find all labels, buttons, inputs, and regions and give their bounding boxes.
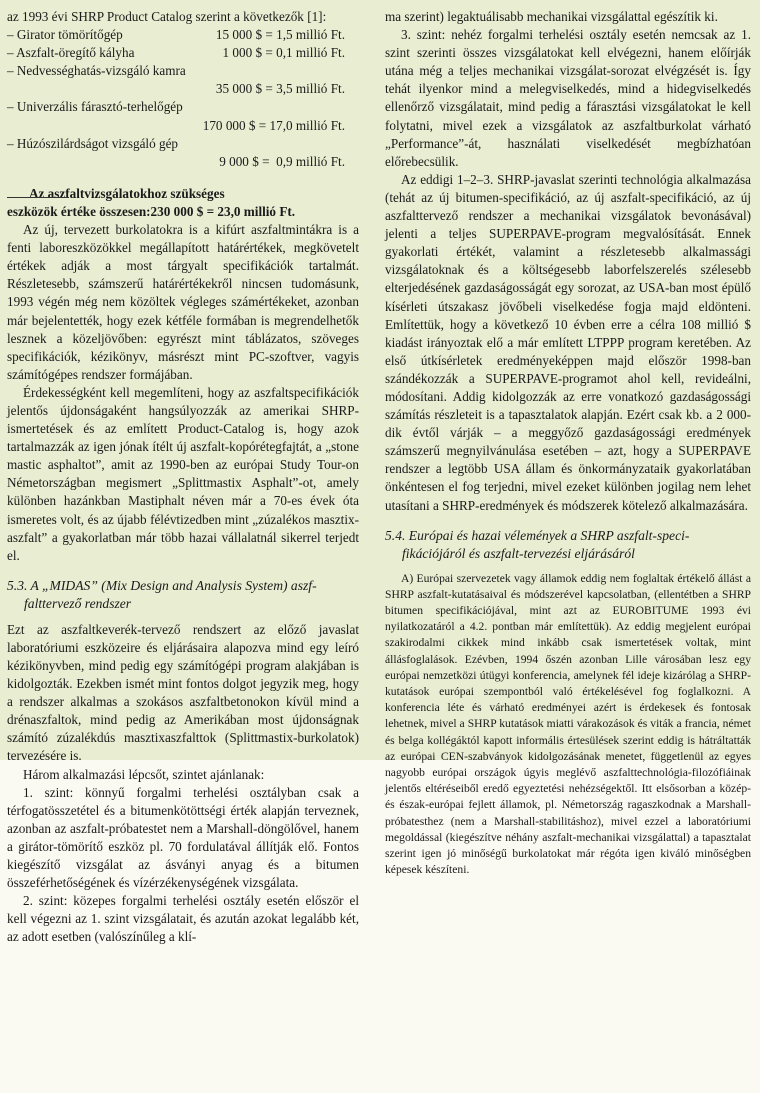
price-huf: 3,5 millió Ft. xyxy=(276,81,345,97)
price-huf: 17,0 millió Ft. xyxy=(269,117,345,133)
price-huf: 0,1 millió Ft. xyxy=(276,45,345,61)
section-heading-line: falttervező rendszer xyxy=(24,595,132,611)
price-row xyxy=(7,80,359,98)
section-heading-5-3 xyxy=(7,577,359,613)
price-row xyxy=(7,44,359,62)
total-line-2: eszközök értéke összesen:230 000 $ = 23,0 millió Ft. xyxy=(7,203,296,219)
paragraph: 3. szint: nehéz forgalmi terhelési osztály esetén nemcsak az 1. szint szerinti összes vizsgálatokat kell elvégezni, hanem előírják utána még a teljes mechanikai vizsgálat-sorozat elvégzését is. Így tehát ilyenkor mind a melegviselkedés, mind a hidegviselkedés ellenőrző vizsgálatait, mind pedig a fárasztási vizsgálatokat le kell folytatni, mivel ezek a vizsgálatok az aszfaltburkolat várható „Performance”-át, használati viselkedését megbízhatóan előrebecsülik. xyxy=(385,27,751,169)
price-huf: 1,5 millió Ft. xyxy=(276,27,345,43)
section-heading-5-4 xyxy=(385,527,751,563)
catalog-intro: az 1993 évi SHRP Product Catalog szerint a következők [1]: xyxy=(7,9,327,24)
price-row xyxy=(7,153,359,171)
paragraph: Az új, tervezett burkolatokra is a kifúrt aszfaltmintákra is a fenti laboreszközökkel megállapított határértékek, megkövetelt értékek adják a most tárgyalt specifikációk tartalmát. Részletesebb, számszerű határértékekről nincsen tudomásunk, 1993 végén még nem közöltek végleges számértékeket, azonban már bejelentették, hogy ezek kétféle formában is megrendelhetők lesznek a közeljövőben: egyrészt mint táblázatos, szöveges specifikációk, kézikönyv, másrészt mint PC-szoftver, vagyis számítógépes rendszer formájában. xyxy=(7,222,359,382)
total-line-1: Az aszfaltvizsgálatokhoz szükséges xyxy=(29,185,225,201)
paragraph: Ezt az aszfaltkeverék-tervező rendszert az előző javaslat laboratóriumi eszközeire és eljárásaira alapozva mind egy leíró kézikönyvben, mind pedig egy számítógépi program alakjában is kidolgozták. Ezekben ismét mint fontos dolgot jegyzik meg, hogy a rendszer alkalmas a szokásos aszfaltbetonokon kívül mind a drénaszfaltok, mind pedig az Amerikában most újdonságnak számító zúzalékdús masztixaszfalttok (Splittmastix-burkolatok) tervezésére is. xyxy=(7,621,359,764)
section-heading-line: 5.4. Európai és hazai vélemények a SHRP aszfalt-speci- xyxy=(385,527,690,543)
price-usd: 35 000 $ = xyxy=(215,81,273,97)
price-usd: 15 000 $ = xyxy=(215,27,273,43)
price-item-name: – Nedvességhatás-vizsgáló kamra xyxy=(7,63,186,79)
price-item-name: – Univerzális fárasztó-terhelőgép xyxy=(7,99,183,115)
price-usd: 9 000 $ = xyxy=(215,153,270,169)
divider xyxy=(7,197,69,198)
paragraph: Három alkalmazási lépcsőt, szintet ajánlanak: xyxy=(23,766,265,782)
price-row xyxy=(7,98,359,116)
price-item-name: – Girator tömörítőgép xyxy=(7,27,123,43)
right-column xyxy=(385,8,751,878)
price-row xyxy=(7,117,359,135)
price-list xyxy=(7,26,359,171)
price-item-name: – Aszfalt-öregítő kályha xyxy=(7,45,135,61)
price-item-name: – Húzószilárdságot vizsgáló gép xyxy=(7,135,179,151)
paragraph: Az eddigi 1–2–3. SHRP-javaslat szerinti technológia alkalmazása (tehát az új bitumen-specifikáció, az új aszfalt-specifikáció, az új aszfalttervező rendszer a mechanikai vizsgálatok bevonásával) jelenti a teljes SUPERPAVE-program megvalósítását. Ennek gyakorlati értékét, valamint a részletesebb alkalmassági vizsgálatoknak és a költségesebb laborfelszerelés szélesebb elterjedésének gazdaságosságát egy sorozat, az USA-ban most épülő kísérleti útszakasz jövőbeli viselkedése fogja majd eldönteni. Említettük, hogy a következő 10 évben erre a célra 108 millió $ kiadást irányoztak elő a már említett LTPPP program keretében. Az első útkísérletek eredményeképpen majd először 1998-ban szándékozzák a SUPERPAVE-programot ahol kell, revideálni, módosítani. Addig kidolgozzák az erre vonatkozó gazdaságossági számítás részleteit is a tapasztalatok alapján. Ezért csak kb. a 2 000-dik évtől várják – a meggyőző gazdaságossági eredmények számszerű megnyilvánulása esetében – azt, hogy a SUPERPAVE rendszer a legtöbb USA állam és önkormányzataik gyakorlatában önkéntesen el fog terjedni, mivel ezeket különben jogilag nem lehet utasítani a SHRP-eredmények és módszerek kötelező alkalmazására. xyxy=(385,171,751,513)
total-value xyxy=(7,185,359,221)
section-heading-line: fikációjáról és aszfalt-tervezési eljárásáról xyxy=(402,545,635,561)
price-huf: 0,9 millió Ft. xyxy=(272,153,345,169)
paragraph: Érdekességként kell megemlíteni, hogy az aszfaltspecifikációk jelentős újdonságaként hangsúlyozzák az amerikai SHRP-ismertetések és az említett Product-Catalog is, hogy azok tartalmazzák az igen jónak ítélt új aszfalt-kopórétegfajtát, a „stone mastic asphaltot”, amit az 1990-ben az európai Study Tour-on Németországban megismert „Splittmastix Asphalt”-ot, amely különben hazánkban Mastiphalt néven már a 70-es évek óta ismeretes volt, és az újabb félévtizedben mint „zúzalékos masztix-aszfalt” a gyakorlatban már több hazai vállalatnál sikerrel terjedt el. xyxy=(7,384,359,563)
price-row xyxy=(7,62,359,80)
section-heading-line: 5.3. A „MIDAS” (Mix Design and Analysis System) aszf- xyxy=(7,577,317,593)
paragraph: 2. szint: közepes forgalmi terhelési osztály esetén először el kell végezni az 1. szint vizsgálatait, és azután azokat legalább két, az adott esetben (valószínűleg a klí- xyxy=(7,893,359,945)
paragraph: ma szerint) legaktuálisabb mechanikai vizsgálattal egészítik ki. xyxy=(385,9,718,24)
paragraph: A) Európai szervezetek vagy államok eddig nem foglaltak értékelő állást a SHRP aszfalt-kutatásaival és módszerével kapcsolatban, (ellentétben a SHRP bitumen specifikációjával, mint azt az EUROBITUME 1993 évi nyilatkozatáról a 4.2. pontban már említettük). Az eddig megjelent európai szakirodalmi cikkek mind inkább csak ismertetések voltak, mint állásfoglalások. Ezévben, 1994 őszén azonban Lille városában lesz egy európai nemzetközi útügyi konferencia, amelynek fél ideje kizárólag a SHRP-kutatások európai szempontból való értékelésével fog foglalkozni. A konferencia léte és várható eredményei azért is érdekesek és fontosak lehetnek, mivel a SHRP kutatások miatti várakozások és viták a francia, német és belga kollégáktól kapott informális értesülések szerint eddig is hátráltatták az európai CEN-szabványok kidolgozásának menetet, függetlenül az egyes nagyobb európai országok úgyis meglévő aszfalttechnológia-filozófiáinak jelentős eltéréseiből eredő egyeztetési nehézségektől. Itt elsősorban a közép- és észak-európai fejlett államok, pl. Németország ragaszkodnak a Marshall-próbatesthez (nem a Marshall-stabilitáshoz), mivel ezzel a laboratóriumi megoldással (kiegészítve néhány aszfalt-mechanikai vizsgálattal) a tapasztalat szerint igen jó minőségű burkolatokat már régóta igen kiváló minőségben képesek készíteni. xyxy=(385,571,751,877)
price-usd: 1 000 $ = xyxy=(219,45,273,61)
price-row xyxy=(7,26,359,44)
left-column xyxy=(7,8,359,947)
price-row xyxy=(7,135,359,153)
paragraph: 1. szint: könnyű forgalmi terhelési osztályban csak a térfogatösszetétel és a bitumenkötöttségi érték alapján terveznek, azonban az aszfalt-próbatestet nem a Marshall-döngölővel, hanem a girátor-tömörítő eszköz pl. 70 fordulatával állítják elő. Fontos kiegészítő vizsgálat az ásványi anyag és a bitumen összeférhetőségének és vízérzékenységének vizsgálata. xyxy=(7,784,359,891)
price-usd: 170 000 $ = xyxy=(202,117,267,133)
